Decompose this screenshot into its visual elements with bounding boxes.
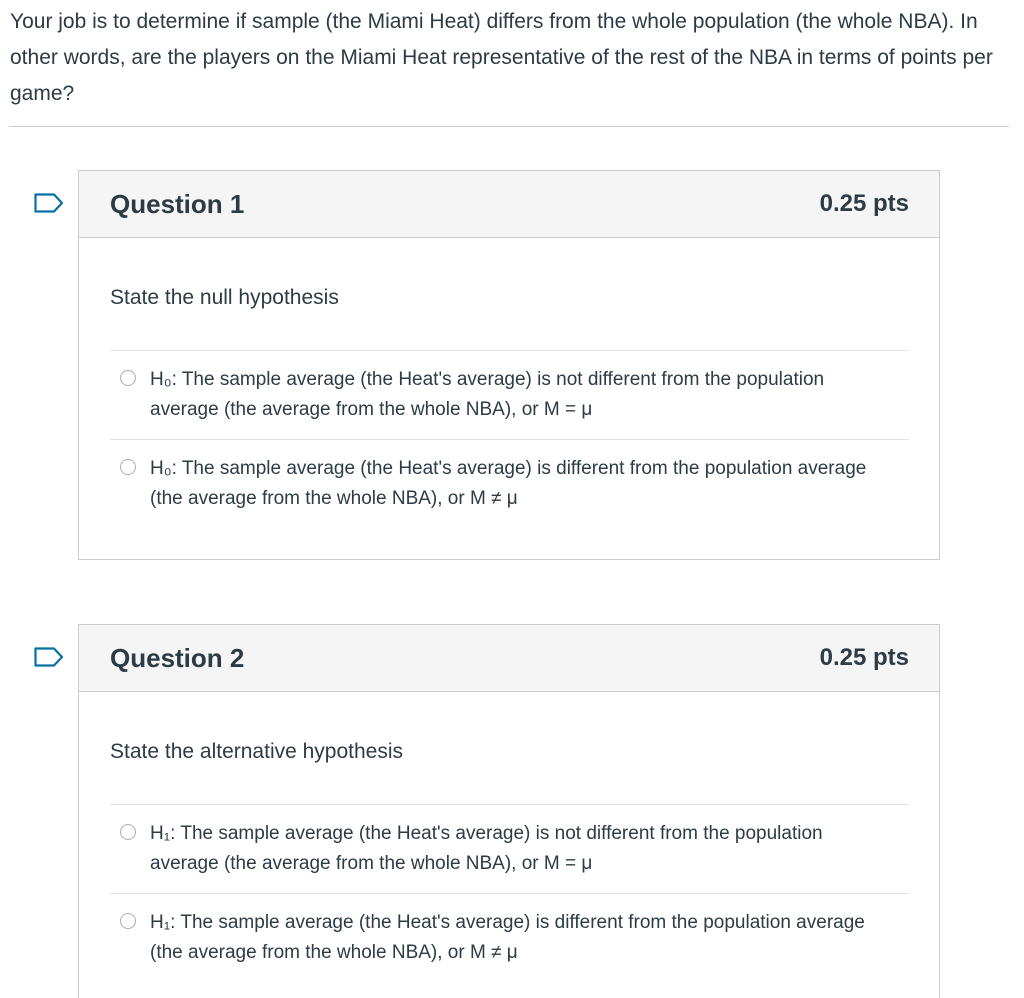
- answer-label[interactable]: H₀: The sample average (the Heat's average) is different from the population average (the average from the whole NBA), or M ≠ μ: [150, 458, 867, 509]
- question-header: [79, 625, 939, 692]
- question-points: 0.25 pts: [819, 644, 909, 671]
- question-prompt: State the null hypothesis: [110, 286, 339, 309]
- answer-option[interactable]: [110, 351, 909, 440]
- intro-text: Your job is to determine if sample (the Miami Heat) differs from the whole population (the whole NBA). In other words, are the players on the Miami Heat representative of the rest of the NBA in terms of points per game?: [10, 10, 993, 105]
- question-title: Question 2: [110, 642, 245, 673]
- question-body: [79, 238, 939, 528]
- radio-button[interactable]: [120, 459, 136, 475]
- question-prompt: State the alternative hypothesis: [110, 740, 404, 763]
- answer-list: [110, 350, 909, 528]
- answer-option[interactable]: [110, 805, 909, 894]
- radio-button[interactable]: [120, 913, 136, 929]
- radio-button[interactable]: [120, 824, 136, 840]
- question-title: Question 1: [110, 188, 245, 219]
- divider: [9, 126, 1009, 127]
- radio-button[interactable]: [120, 370, 136, 386]
- answer-list: [110, 804, 909, 982]
- flag-icon[interactable]: [34, 647, 64, 667]
- question-2: [78, 624, 940, 998]
- question-header: [79, 171, 939, 238]
- question-body: [79, 692, 939, 982]
- answer-option[interactable]: [110, 894, 909, 982]
- answer-label[interactable]: H₀: The sample average (the Heat's average) is not different from the population average (the average from the whole NBA), or M = μ: [150, 369, 825, 420]
- answer-label[interactable]: H₁: The sample average (the Heat's average) is not different from the population average (the average from the whole NBA), or M = μ: [150, 823, 823, 874]
- flag-icon[interactable]: [34, 193, 64, 213]
- answer-option[interactable]: [110, 440, 909, 528]
- question-1: [78, 170, 940, 560]
- answer-label[interactable]: H₁: The sample average (the Heat's average) is different from the population average (the average from the whole NBA), or M ≠ μ: [150, 912, 865, 963]
- question-points: 0.25 pts: [819, 190, 909, 217]
